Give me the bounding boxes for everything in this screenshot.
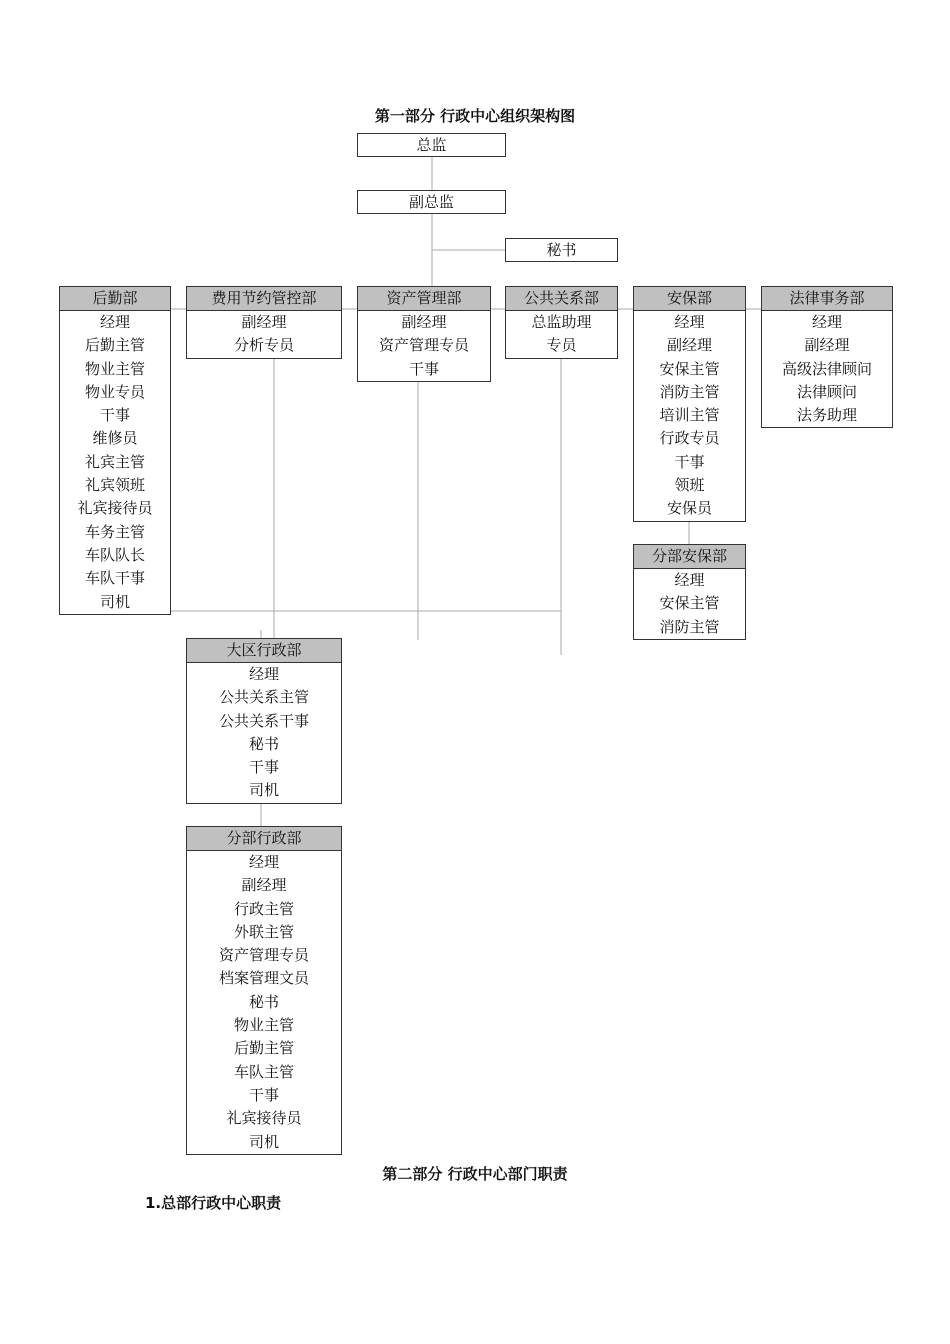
dept-logistics-header: 后勤部 <box>60 287 170 311</box>
position-item: 资产管理专员 <box>378 336 469 355</box>
position-item: 总监助理 <box>531 313 592 331</box>
position-item: 司机 <box>248 781 279 800</box>
region-admin-header: 大区行政部 <box>187 639 341 663</box>
position-item: 司机 <box>248 1132 279 1151</box>
region-admin <box>186 638 342 804</box>
secretary-label: 秘书 <box>546 241 577 259</box>
dept-public-relations-header: 公共关系部 <box>506 287 617 311</box>
branch-security <box>633 544 746 640</box>
position-item: 经理 <box>248 853 279 871</box>
duties-title: 第二部分 行政中心部门职责 <box>382 1165 568 1183</box>
position-item: 安保主管 <box>659 594 720 613</box>
position-item: 安保员 <box>666 499 712 518</box>
position-item: 经理 <box>674 571 705 589</box>
position-item: 消防主管 <box>659 382 720 401</box>
org-chart-title: 第一部分 行政中心组织架构图 <box>374 107 576 125</box>
position-item: 资产管理专员 <box>218 946 309 965</box>
position-item: 礼宾接待员 <box>77 499 153 518</box>
position-item: 法务助理 <box>796 406 857 425</box>
position-item: 公共关系主管 <box>218 688 309 707</box>
position-item: 培训主管 <box>659 406 720 425</box>
dept-legal <box>761 286 893 428</box>
section-heading: 1.总部行政中心职责 <box>145 1194 282 1212</box>
position-item: 后勤主管 <box>84 336 145 355</box>
dept-public-relations <box>505 286 618 359</box>
dept-security-header: 安保部 <box>634 287 745 311</box>
position-item: 副经理 <box>804 336 850 355</box>
position-item: 干事 <box>408 359 439 378</box>
position-item: 礼宾领班 <box>84 476 145 495</box>
position-item: 干事 <box>99 406 130 425</box>
position-item: 物业主管 <box>233 1016 294 1035</box>
dept-security <box>633 286 746 522</box>
dept-logistics-items <box>60 311 170 614</box>
dept-security-items <box>634 311 745 521</box>
dept-legal-items <box>762 311 892 427</box>
region-admin-items <box>187 663 341 803</box>
position-item: 法律顾问 <box>796 382 857 401</box>
position-item: 物业主管 <box>84 359 145 378</box>
branch-admin-header: 分部行政部 <box>187 827 341 851</box>
position-item: 消防主管 <box>659 617 720 636</box>
dept-cost-control-items <box>187 311 341 358</box>
position-item: 司机 <box>99 592 130 611</box>
position-item: 经理 <box>248 665 279 683</box>
branch-admin <box>186 826 342 1155</box>
position-item: 专员 <box>546 336 577 355</box>
position-item: 外联主管 <box>233 922 294 941</box>
position-item: 档案管理文员 <box>218 969 309 988</box>
branch-admin-items <box>187 851 341 1154</box>
position-item: 副经理 <box>241 313 287 331</box>
secretary-box <box>505 238 618 262</box>
position-item: 秘书 <box>248 992 279 1011</box>
dept-public-relations-items <box>506 311 617 358</box>
deputy-director-box <box>357 190 506 214</box>
position-item: 副经理 <box>241 876 287 895</box>
position-item: 经理 <box>811 313 842 331</box>
position-item: 副经理 <box>401 313 447 331</box>
dept-asset-management-header: 资产管理部 <box>358 287 490 311</box>
position-item: 经理 <box>99 313 130 331</box>
position-item: 行政主管 <box>233 899 294 918</box>
branch-security-items <box>634 569 745 639</box>
position-item: 后勤主管 <box>233 1039 294 1058</box>
director-box <box>357 133 506 157</box>
dept-logistics <box>59 286 171 615</box>
deputy-director-label: 副总监 <box>408 193 454 211</box>
position-item: 行政专员 <box>659 429 720 448</box>
position-item: 车队主管 <box>233 1062 294 1081</box>
position-item: 经理 <box>674 313 705 331</box>
position-item: 高级法律顾问 <box>781 359 872 378</box>
position-item: 车队队长 <box>84 545 145 564</box>
position-item: 干事 <box>674 452 705 471</box>
dept-legal-header: 法律事务部 <box>762 287 892 311</box>
position-item: 礼宾接待员 <box>226 1109 302 1128</box>
position-item: 车队干事 <box>84 569 145 588</box>
branch-security-header: 分部安保部 <box>634 545 745 569</box>
position-item: 副经理 <box>666 336 712 355</box>
position-item: 礼宾主管 <box>84 452 145 471</box>
position-item: 物业专员 <box>84 382 145 401</box>
position-item: 安保主管 <box>659 359 720 378</box>
position-item: 维修员 <box>92 429 138 448</box>
dept-asset-management-items <box>358 311 490 381</box>
position-item: 分析专员 <box>233 336 294 355</box>
position-item: 秘书 <box>248 734 279 753</box>
position-item: 车务主管 <box>84 522 145 541</box>
dept-cost-control-header: 费用节约管控部 <box>187 287 341 311</box>
position-item: 公共关系干事 <box>218 711 309 730</box>
dept-cost-control <box>186 286 342 359</box>
position-item: 领班 <box>674 476 705 495</box>
position-item: 干事 <box>248 758 279 777</box>
director-label: 总监 <box>416 136 447 154</box>
dept-asset-management <box>357 286 491 382</box>
position-item: 干事 <box>248 1085 279 1104</box>
